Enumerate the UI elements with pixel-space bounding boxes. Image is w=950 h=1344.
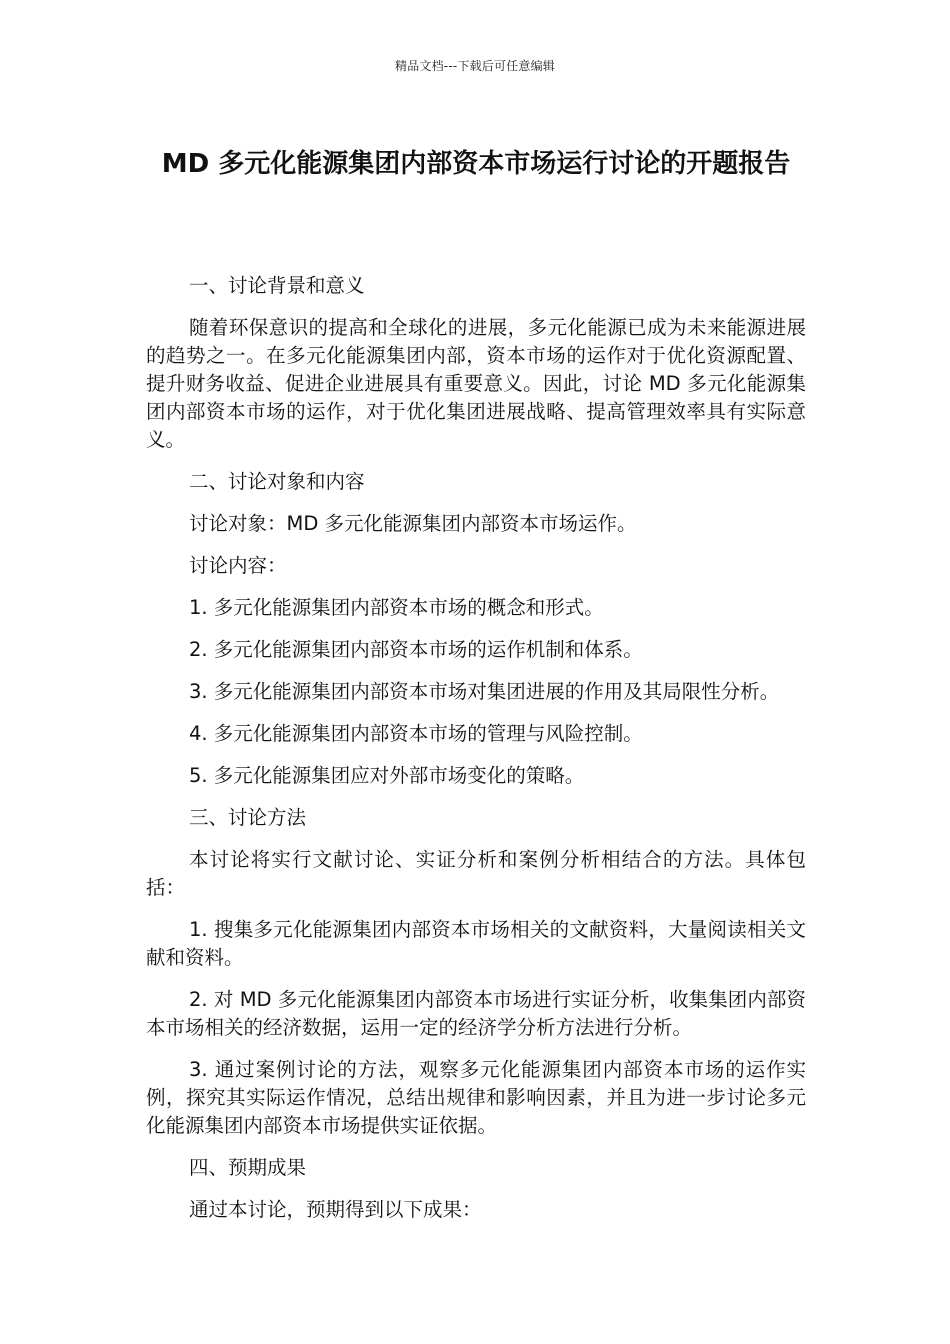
document-title: MD 多元化能源集团内部资本市场运行讨论的开题报告 (161, 149, 791, 179)
header-note: 精品文档---下载后可任意编辑 (395, 59, 555, 73)
document-body (146, 272, 806, 1238)
content-item: 1. 多元化能源集团内部资本市场的概念和形式。 (189, 596, 604, 619)
content-item: 2. 多元化能源集团内部资本市场的运作机制和体系。 (189, 638, 643, 661)
content-item: 3. 多元化能源集团内部资本市场对集团进展的作用及其局限性分析。 (189, 680, 780, 703)
section-3-heading: 三、讨论方法 (189, 806, 307, 829)
research-content-label: 讨论内容： (189, 554, 287, 577)
section-4-heading: 四、预期成果 (189, 1156, 307, 1179)
method-intro: 本讨论将实行文献讨论、实证分析和案例分析相结合的方法。具体包括： (146, 848, 806, 899)
content-item: 5. 多元化能源集团应对外部市场变化的策略。 (189, 764, 585, 787)
section-2-heading: 二、讨论对象和内容 (189, 470, 365, 493)
research-object: 讨论对象：MD 多元化能源集团内部资本市场运作。 (189, 512, 637, 535)
section-1-paragraph: 随着环保意识的提高和全球化的进展，多元化能源已成为未来能源进展的趋势之一。在多元化能源集团内部，资本市场的运作对于优化资源配置、提升财务收益、促进企业进展具有重要意义。因此，讨论 MD 多元化能源集团内部资本市场的运作，对于优化集团进展战略、提高管理效率具有实际意义。 (146, 316, 806, 451)
section-1-heading: 一、讨论背景和意义 (189, 274, 365, 297)
method-item: 2. 对 MD 多元化能源集团内部资本市场进行实证分析，收集集团内部资本市场相关的经济数据，运用一定的经济学分析方法进行分析。 (146, 988, 806, 1039)
method-item: 3. 通过案例讨论的方法，观察多元化能源集团内部资本市场的运作实例，探究其实际运作情况，总结出规律和影响因素，并且为进一步讨论多元化能源集团内部资本市场提供实证依据。 (146, 1058, 806, 1137)
method-item: 1. 搜集多元化能源集团内部资本市场相关的文献资料，大量阅读相关文献和资料。 (146, 918, 806, 969)
content-item: 4. 多元化能源集团内部资本市场的管理与风险控制。 (189, 722, 643, 745)
expected-results-intro: 通过本讨论，预期得到以下成果： (189, 1198, 482, 1221)
